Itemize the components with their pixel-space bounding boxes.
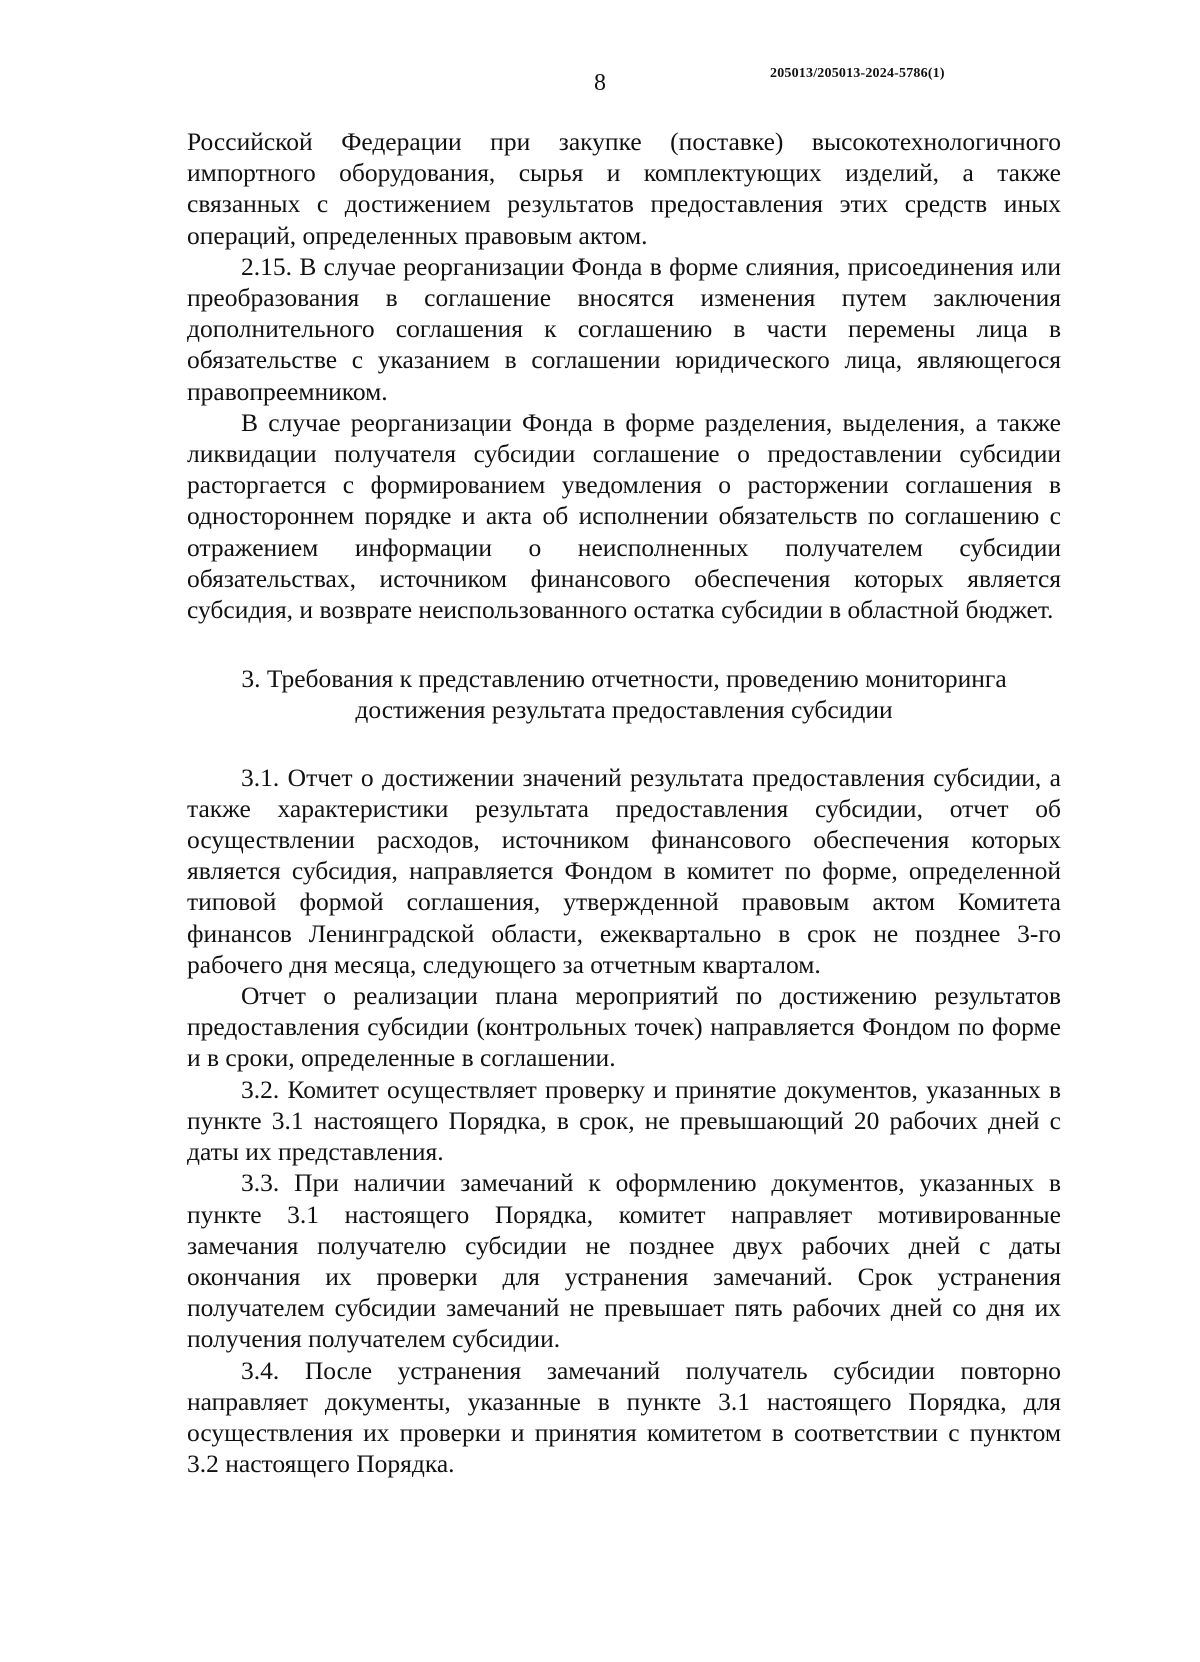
document-body bbox=[187, 126, 1061, 1479]
paragraph-3-2: 3.2. Комитет осуществляет проверку и принятие документов, указанных в пункте 3.1 настоящего Порядка, в срок, не превышающий 20 рабочих дней с даты их представления. bbox=[187, 1074, 1061, 1167]
document-id: 205013/205013-2024-5786(1) bbox=[770, 66, 945, 81]
paragraph-3-1: 3.1. Отчет о достижении значений результата предоставления субсидии, а также характеристики результата предоставления субсидии, отчет об осуществлении расходов, источником финансового обеспечения которых является субсидия, направляется Фондом в комитет по форме, определенной типовой формой соглашения, утвержденной правовым актом Комитета финансов Ленинградской области, ежеквартально в срок не позднее 3-го рабочего дня месяца, следующего за отчетным кварталом. bbox=[187, 762, 1061, 979]
paragraph-reorganization: В случае реорганизации Фонда в форме разделения, выделения, а также ликвидации получателя субсидии соглашение о предоставлении субсидии расторгается с формированием уведомления о расторжении соглашения в одностороннем порядке и акта об исполнении обязательств по соглашению с отражением информации о неисполненных получателем субсидии обязательствах, источником финансового обеспечения которых является субсидия, и возврате неиспользованного остатка субсидии в областной бюджет. bbox=[187, 407, 1061, 625]
section-heading bbox=[187, 663, 1061, 725]
paragraph-report-plan: Отчет о реализации плана мероприятий по достижению результатов предоставления субсидии (контрольных точек) направляется Фондом по форме и в сроки, определенные в соглашении. bbox=[187, 981, 1061, 1073]
paragraph-continuation: Российской Федерации при закупке (поставке) высокотехнологичного импортного оборудования, сырья и комплектующих изделий, а также связанных с достижением результатов предоставления этих средств иных операций, определенных правовым актом. bbox=[187, 127, 1061, 250]
section-heading-line2: достижения результата предоставления субсидии bbox=[355, 695, 893, 725]
section-heading-line1: 3. Требования к представлению отчетности, проведению мониторинга bbox=[241, 664, 1007, 694]
page-number: 8 bbox=[594, 70, 606, 96]
paragraph-3-4: 3.4. После устранения замечаний получатель субсидии повторно направляет документы, указанные в пункте 3.1 настоящего Порядка, для осуществления их проверки и принятия комитетом в соответствии с пунктом 3.2 настоящего Порядка. bbox=[187, 1355, 1061, 1479]
paragraph-3-3: 3.3. При наличии замечаний к оформлению документов, указанных в пункте 3.1 настоящего Порядка, комитет направляет мотивированные замечания получателю субсидии не позднее двух рабочих дней с даты окончания их проверки для устранения замечаний. Срок устранения получателем субсидии замечаний не превышает пять рабочих дней со дня их получения получателем субсидии. bbox=[187, 1168, 1061, 1354]
paragraph-2-15: 2.15. В случае реорганизации Фонда в форме слияния, присоединения или преобразования в соглашение вносятся изменения путем заключения дополнительного соглашения к соглашению в части перемены лица в обязательстве с указанием в соглашении юридического лица, являющегося правопреемником. bbox=[187, 251, 1061, 406]
